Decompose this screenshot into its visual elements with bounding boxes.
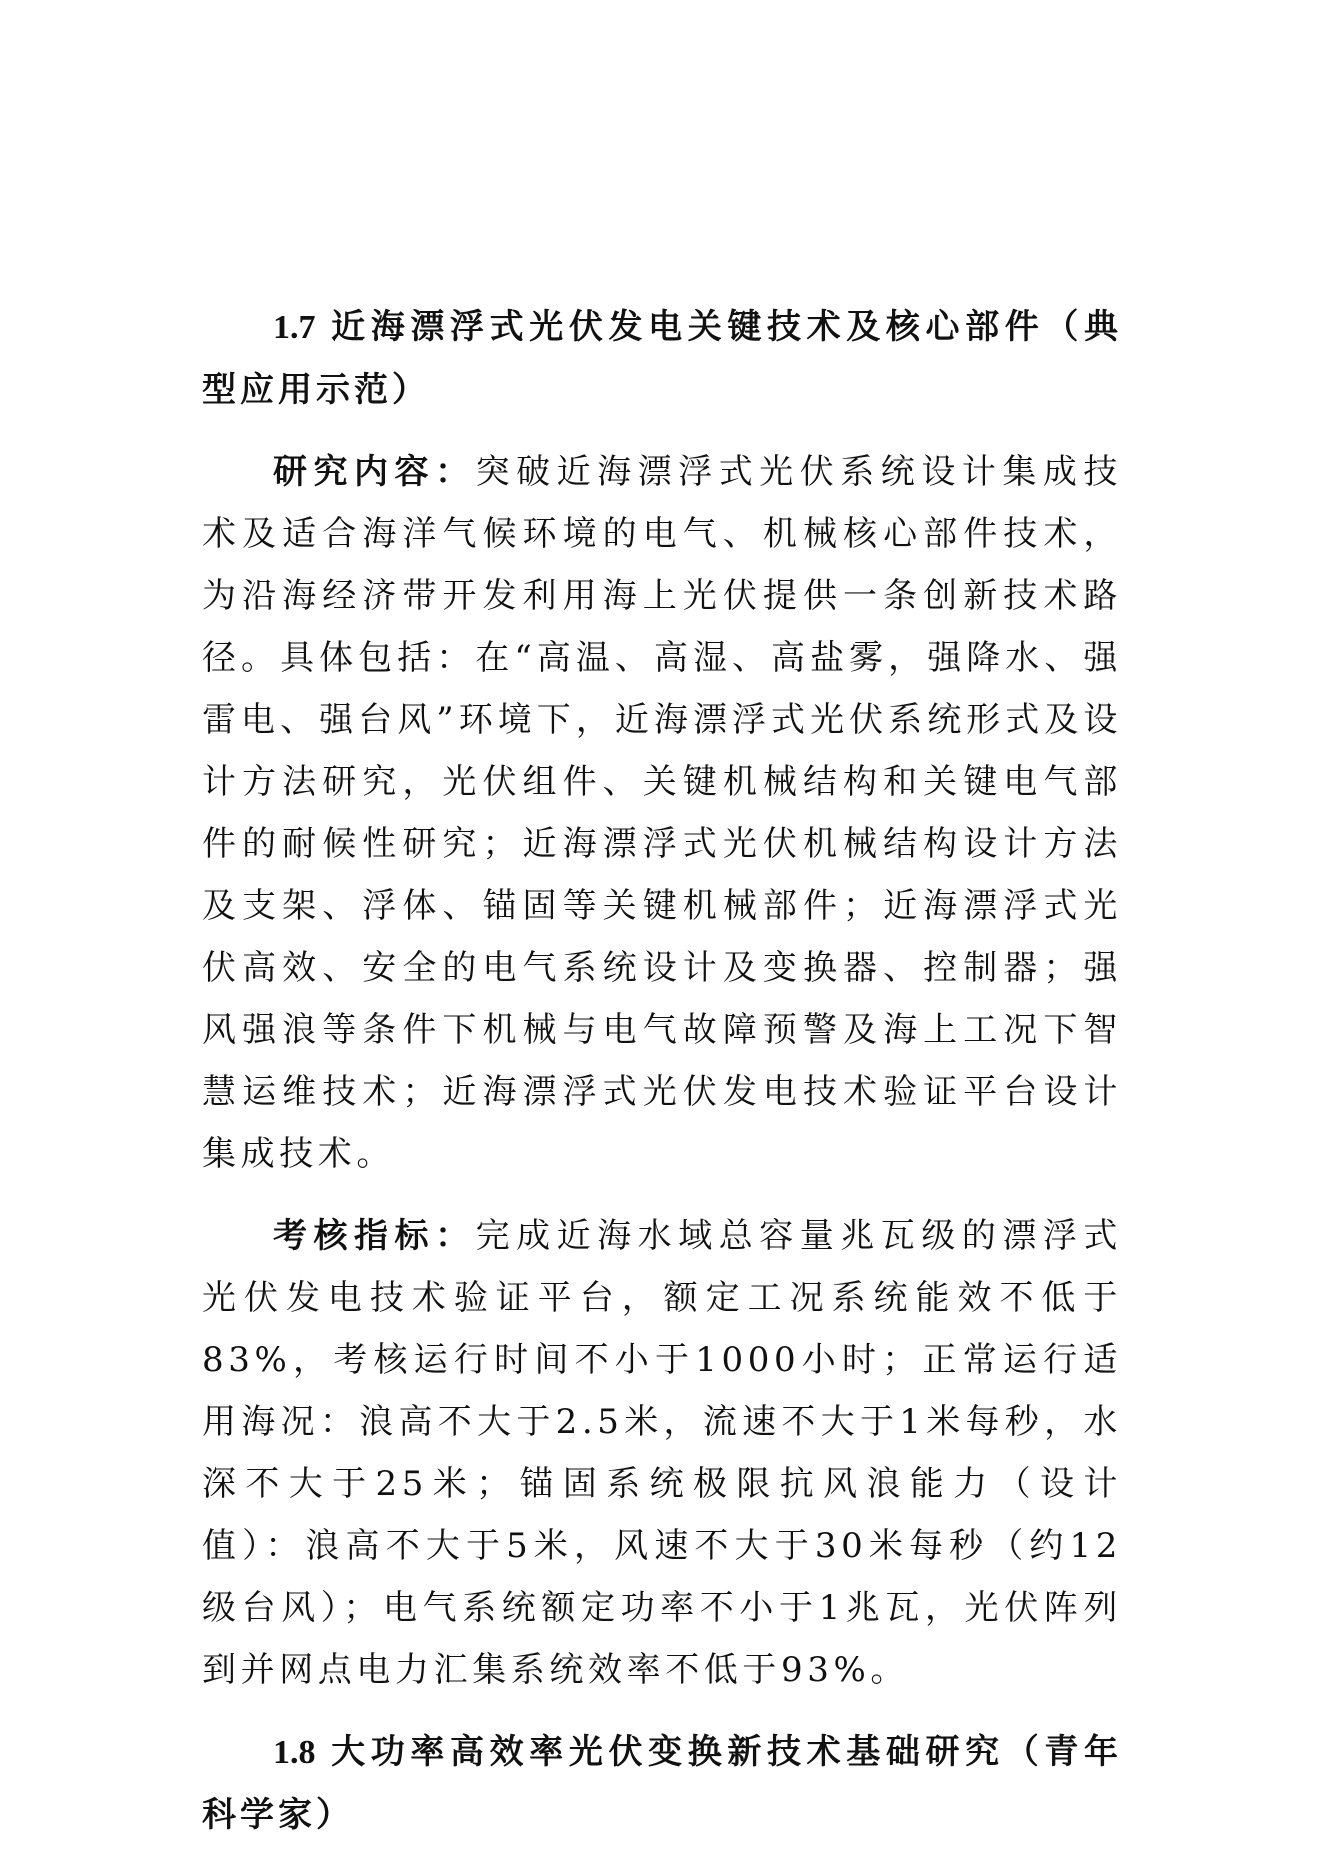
section-title: 大功率高效率光伏变换新技术基础研究（青年科学家） (202, 1732, 1122, 1835)
section-number: 1.8 (273, 1734, 316, 1771)
assessment-indicators-label: 考核指标： (273, 1216, 476, 1256)
assessment-indicators-paragraph (202, 1205, 1122, 1701)
section-heading-1-8 (202, 1721, 1122, 1846)
research-content-paragraph (202, 441, 1122, 1185)
section-heading-1-7 (202, 296, 1122, 421)
section-title: 近海漂浮式光伏发电关键技术及核心部件（典型应用示范） (202, 307, 1122, 410)
research-content-text: 突破近海漂浮式光伏系统设计集成技术及适合海洋气候环境的电气、机械核心部件技术，为沿海经济带开发利用海上光伏提供一条创新技术路径。具体包括：在“高温、高湿、高盐雾，强降水、强雷电、强台风”环境下，近海漂浮式光伏系统形式及设计方法研究，光伏组件、关键机械结构和关键电气部件的耐候性研究；近海漂浮式光伏机械结构设计方法及支架、浮体、锚固等关键机械部件；近海漂浮式光伏高效、安全的电气系统设计及变换器、控制器；强风强浪等条件下机械与电气故障预警及海上工况下智慧运维技术；近海漂浮式光伏发电技术验证平台设计集成技术。 (202, 452, 1123, 1174)
assessment-indicators-text: 完成近海水域总容量兆瓦级的漂浮式光伏发电技术验证平台，额定工况系统能效不低于83%，考核运行时间不小于1000小时；正常运行适用海况：浪高不大于2.5米，流速不大于1米每秒，水深不大于25米；锚固系统极限抗风浪能力（设计值）：浪高不大于5米，风速不大于30米每秒（约12级台风）；电气系统额定功率不小于1兆瓦，光伏阵列到并网点电力汇集系统效率不低于93%。 (202, 1216, 1123, 1690)
document-page (202, 296, 1122, 1846)
section-number: 1.7 (273, 309, 316, 346)
research-content-label: 研究内容： (273, 452, 476, 492)
